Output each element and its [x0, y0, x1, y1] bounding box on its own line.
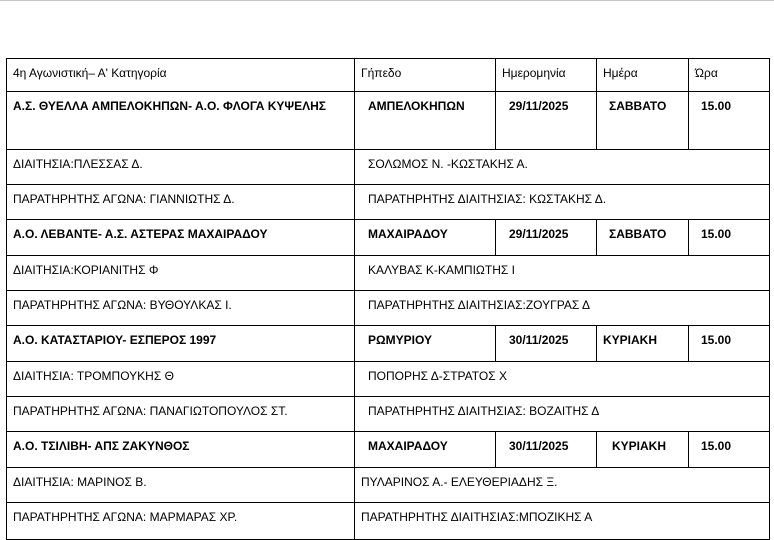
observers-row — [7, 185, 770, 220]
match-venue: ΡΩΜΥΡΙΟΥ — [355, 326, 496, 362]
match-row — [7, 432, 770, 468]
match-row — [7, 92, 770, 150]
match-teams: Α.Σ. ΘΥΕΛΛΑ ΑΜΠΕΛΟΚΗΠΩΝ- Α.Ο. ΦΛΟΓΑ ΚΥΨΕΛΗΣ — [7, 92, 355, 150]
match-teams: Α.Ο. ΤΣΙΛΙΒΗ- ΑΠΣ ΖΑΚΥΝΘΟΣ — [7, 432, 355, 468]
referee-observer-cell: ΠΑΡΑΤΗΡΗΤΗΣ ΔΙΑΙΤΗΣΙΑΣ: ΚΩΣΤΑΚΗΣ Δ. — [355, 185, 770, 220]
referee-observer-cell: ΠΑΡΑΤΗΡΗΤΗΣ ΔΙΑΙΤΗΣΙΑΣ:ΖΟΥΓΡΑΣ Δ — [355, 291, 770, 326]
match-day: ΚΥΡΙΑΚΗ — [597, 432, 689, 468]
match-day: ΣΑΒΒΑΤΟ — [597, 92, 689, 150]
referee-cell: ΔΙΑΙΤΗΣΙΑ: ΜΑΡΙΝΟΣ Β. — [7, 468, 355, 503]
match-schedule-table — [6, 58, 770, 540]
header-day: Ημέρα — [597, 59, 689, 92]
match-observer-cell: ΠΑΡΑΤΗΡΗΤΗΣ ΑΓΩΝΑ: ΜΑΡΜΑΡΑΣ ΧΡ. — [7, 503, 355, 540]
match-time: 15.00 — [689, 326, 770, 362]
referee-cell: ΔΙΑΙΤΗΣΙΑ:ΠΛΕΣΣΑΣ Δ. — [7, 150, 355, 185]
observers-row — [7, 291, 770, 326]
match-row — [7, 326, 770, 362]
match-row — [7, 220, 770, 256]
officials-row — [7, 362, 770, 397]
match-teams: Α.Ο. ΚΑΤΑΣΤΑΡΙΟΥ- ΕΣΠΕΡΟΣ 1997 — [7, 326, 355, 362]
top-divider-line — [0, 0, 774, 1]
match-time: 15.00 — [689, 92, 770, 150]
assistants-cell: ΠΟΠΟΡΗΣ Δ-ΣΤΡΑΤΟΣ Χ — [355, 362, 770, 397]
match-date: 30/11/2025 — [496, 326, 597, 362]
match-date: 30/11/2025 — [496, 432, 597, 468]
match-date: 29/11/2025 — [496, 92, 597, 150]
table-header-row — [7, 59, 770, 92]
assistants-cell: ΚΑΛΥΒΑΣ Κ-ΚΑΜΠΙΩΤΗΣ Ι — [355, 256, 770, 291]
header-venue: Γήπεδο — [355, 59, 496, 92]
officials-row — [7, 256, 770, 291]
match-time: 15.00 — [689, 220, 770, 256]
match-day: ΚΥΡΙΑΚΗ — [597, 326, 689, 362]
header-category: 4η Αγωνιστική– Α' Κατηγορία — [7, 59, 355, 92]
officials-row — [7, 150, 770, 185]
assistants-cell: ΣΟΛΩΜΟΣ Ν. -ΚΩΣΤΑΚΗΣ Α. — [355, 150, 770, 185]
match-day: ΣΑΒΒΑΤΟ — [597, 220, 689, 256]
match-teams: Α.Ο. ΛΕΒΑΝΤΕ- Α.Σ. ΑΣΤΕΡΑΣ ΜΑΧΑΙΡΑΔΟΥ — [7, 220, 355, 256]
officials-row — [7, 468, 770, 503]
match-venue: ΑΜΠΕΛΟΚΗΠΩΝ — [355, 92, 496, 150]
header-date: Ημερομηνία — [496, 59, 597, 92]
referee-cell: ΔΙΑΙΤΗΣΙΑ:ΚΟΡΙΑΝΙΤΗΣ Φ — [7, 256, 355, 291]
match-observer-cell: ΠΑΡΑΤΗΡΗΤΗΣ ΑΓΩΝΑ: ΓΙΑΝΝΙΩΤΗΣ Δ. — [7, 185, 355, 220]
referee-observer-cell: ΠΑΡΑΤΗΡΗΤΗΣ ΔΙΑΙΤΗΣΙΑΣ:ΜΠΟΖΙΚΗΣ Α — [355, 503, 770, 540]
referee-cell: ΔΙΑΙΤΗΣΙΑ: ΤΡΟΜΠΟΥΚΗΣ Θ — [7, 362, 355, 397]
match-venue: ΜΑΧΑΙΡΑΔΟΥ — [355, 432, 496, 468]
match-observer-cell: ΠΑΡΑΤΗΡΗΤΗΣ ΑΓΩΝΑ: ΠΑΝΑΓΙΩΤΟΠΟΥΛΟΣ ΣΤ. — [7, 397, 355, 432]
header-time: Ώρα — [689, 59, 770, 92]
observers-row — [7, 397, 770, 432]
match-date: 29/11/2025 — [496, 220, 597, 256]
assistants-cell: ΠΥΛΑΡΙΝΟΣ Α.- ΕΛΕΥΘΕΡΙΑΔΗΣ Ξ. — [355, 468, 770, 503]
match-venue: ΜΑΧΑΙΡΑΔΟΥ — [355, 220, 496, 256]
match-time: 15.00 — [689, 432, 770, 468]
referee-observer-cell: ΠΑΡΑΤΗΡΗΤΗΣ ΔΙΑΙΤΗΣΙΑΣ: ΒΟΖΑΙΤΗΣ Δ — [355, 397, 770, 432]
observers-row — [7, 503, 770, 540]
match-observer-cell: ΠΑΡΑΤΗΡΗΤΗΣ ΑΓΩΝΑ: ΒΥΘΟΥΛΚΑΣ Ι. — [7, 291, 355, 326]
